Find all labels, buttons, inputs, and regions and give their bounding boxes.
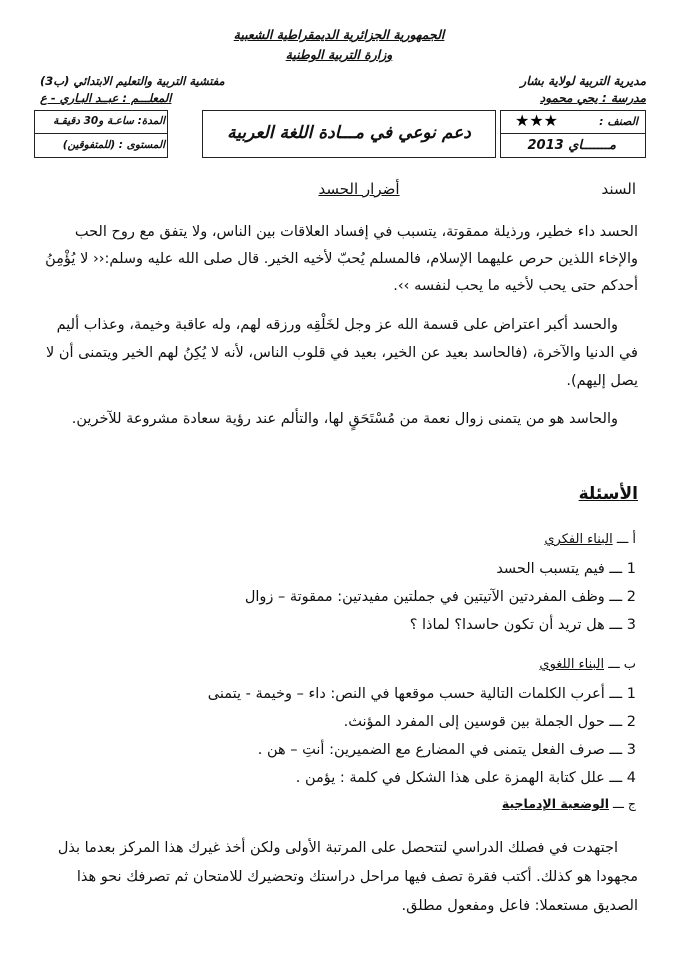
part-c-heading bbox=[502, 796, 636, 811]
text-line: والإخاء اللذين حرص عليهما الإسلام، فالمسلم يُحبّ لأخيه الخير. قال صلى الله عليه وسلم:‹‹ لا يُؤْمِنُ bbox=[45, 251, 638, 267]
text-line: أحدكم حتى يحب لأخيه ما يحب لنفسه ››. bbox=[393, 278, 638, 294]
question-item: 2 ـــ وظف المفردتين الآتيتين في جملتين مفيدتين: ممقوتة – زوال bbox=[244, 589, 636, 605]
duration-label: المدة: ساعـة و30 دقيقـة bbox=[53, 115, 165, 127]
text-title: أضرار الحسد bbox=[318, 180, 400, 198]
part-a-label: البناء الفكري bbox=[544, 532, 613, 547]
text-line: والحاسد هو من يتمنى زوال نعمة من مُسْتَحَقٍ لها، والتألم عند رؤية سعادة مشروعة للآخرين. bbox=[71, 411, 618, 427]
part-b-heading bbox=[539, 657, 636, 672]
level-label: المستوى : (للمتفوقين) bbox=[62, 139, 165, 151]
stars-rating: ★★★ bbox=[514, 111, 558, 130]
text-line: الحسد داء خطير، ورذيلة ممقوتة، يتسبب في إفساد العلاقات بين الناس، ولا يتفق مع روح الحب bbox=[74, 224, 638, 240]
part-b-prefix: ب ـــ bbox=[608, 657, 636, 672]
section-label: السند bbox=[601, 180, 636, 198]
question-item: 1 ـــ أعرب الكلمات التالية حسب موقعها في النص: داء – وخيمة - يتمنى bbox=[207, 686, 636, 702]
part-c-prefix: ج ـــ bbox=[612, 796, 636, 811]
question-item: 2 ـــ حول الجملة بين قوسين إلى المفرد المؤنث. bbox=[343, 714, 636, 730]
integration-line: الصديق مستعملا: فاعل ومفعول مطلق. bbox=[401, 898, 638, 914]
text-line: في الدنيا والآخرة، (فالحاسد بعيد عن الخير، بعيد في قلوب الناس، لأنه لا يُكِنُ لهم الخير ويتمنى أن لا bbox=[45, 345, 638, 361]
document-title: دعم نوعي في مـــادة اللغة العربية bbox=[227, 123, 471, 143]
ministry-title: وزارة التربية الوطنية bbox=[285, 47, 393, 62]
part-a-heading bbox=[544, 532, 636, 547]
part-c-label: الوضعية الإدماجية bbox=[501, 796, 609, 811]
republic-title: الجمهورية الجزائرية الديمقراطية الشعبية bbox=[233, 27, 445, 42]
integration-line: اجتهدت في فصلك الدراسي لتتحصل على المرتبة الأولى ولكن أخذ غيرك هذا المركز بعدما بذل bbox=[57, 840, 618, 856]
questions-heading: الأسئلة bbox=[578, 484, 638, 504]
class-divider bbox=[500, 133, 646, 134]
inspection-label: مفتشية التربية والتعليم الابتدائي (ب3) bbox=[40, 74, 225, 88]
school-label: مدرسة : يحي محمود bbox=[539, 91, 646, 105]
class-label: الصنف : bbox=[599, 115, 638, 128]
integration-line: مجهودا هو كذلك. أكتب فقرة تصف فيها مراحل دراستك وتحضيرك للامتحان ثم تصرفك نحو هذا bbox=[76, 869, 638, 885]
date-label: مـــــــاي 2013 bbox=[527, 138, 616, 153]
part-a-prefix: أ ـــ bbox=[616, 532, 636, 547]
question-item: 1 ـــ فيم يتسبب الحسد bbox=[496, 561, 636, 577]
teacher-label: المعلـــم : عبــد البـاري - ع bbox=[40, 91, 172, 105]
directorate-label: مديرية التربية لولاية بشار bbox=[520, 74, 646, 88]
question-item: 3 ـــ هل تريد أن تكون حاسدا؟ لماذا ؟ bbox=[409, 617, 636, 633]
part-b-label: البناء اللغوي bbox=[539, 657, 605, 672]
text-line: والحسد أكبر اعتراض على قسمة الله عز وجل لخَلْقِه ورزقه لهم، وله عاقبة وخيمة، وعذاب أليم bbox=[56, 317, 618, 333]
text-line: يصل إليهم). bbox=[566, 373, 638, 389]
question-item: 3 ـــ صرف الفعل يتمنى في المضارع مع الضميرين: أنتِ – هن . bbox=[257, 742, 636, 758]
question-item: 4 ـــ علل كتابة الهمزة على هذا الشكل في كلمة : يؤمن . bbox=[295, 770, 636, 786]
duration-divider bbox=[34, 133, 168, 134]
